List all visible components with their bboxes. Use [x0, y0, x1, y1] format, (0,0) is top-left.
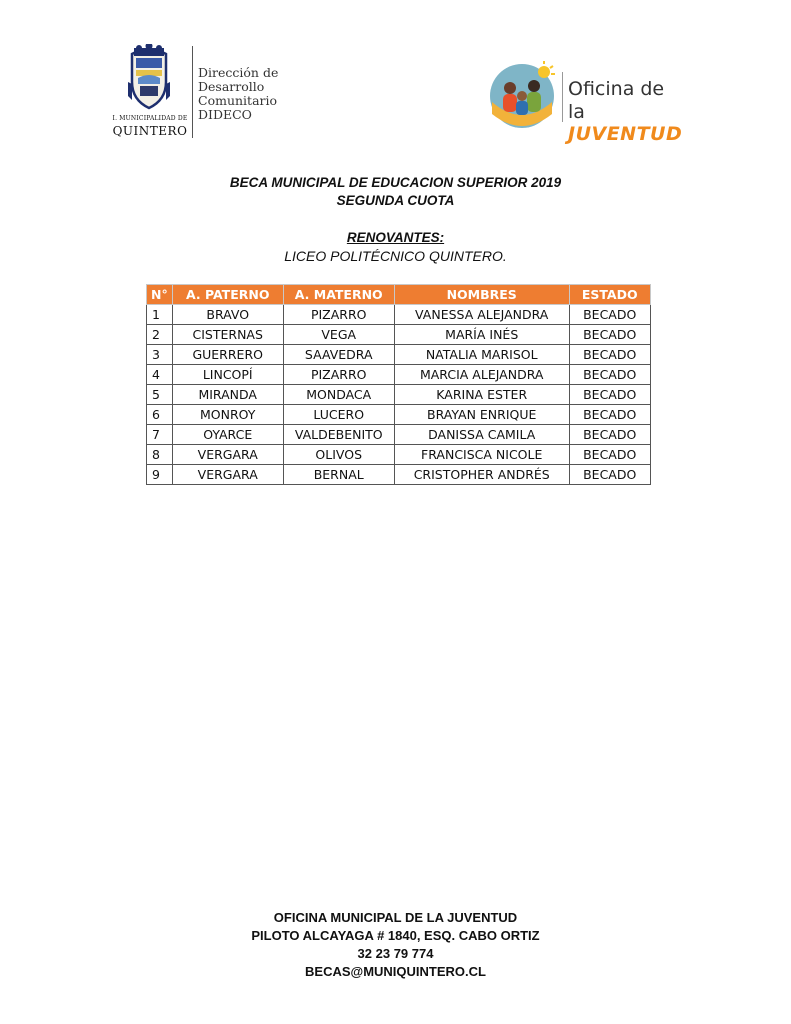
- footer-phone: 32 23 79 774: [357, 946, 434, 961]
- table-cell: OLIVOS: [283, 445, 394, 465]
- table-row: [147, 345, 651, 365]
- footer-address: PILOTO ALCAYAGA # 1840, ESQ. CABO ORTIZ: [251, 928, 540, 943]
- table-cell: 2: [147, 325, 173, 345]
- table-row: [147, 325, 651, 345]
- table-cell: BECADO: [569, 405, 650, 425]
- footer-contact: [0, 909, 791, 981]
- table-cell: BECADO: [569, 345, 650, 365]
- table-cell: GUERRERO: [172, 345, 283, 365]
- scholarship-table: [146, 284, 651, 485]
- document-title: BECA MUNICIPAL DE EDUCACION SUPERIOR 2019: [229, 175, 562, 190]
- table-cell: KARINA ESTER: [394, 385, 569, 405]
- youth-family-icon: [486, 58, 558, 130]
- table-cell: MONROY: [172, 405, 283, 425]
- table-cell: BECADO: [569, 365, 650, 385]
- table-cell: VERGARA: [172, 465, 283, 485]
- municipality-prefix: I. MUNICIPALIDAD DE: [112, 115, 188, 122]
- municipal-crest-icon: [124, 44, 174, 110]
- table-cell: CRISTOPHER ANDRÉS: [394, 465, 569, 485]
- table-cell: 5: [147, 385, 173, 405]
- table-cell: MARCIA ALEJANDRA: [394, 365, 569, 385]
- table-cell: 7: [147, 425, 173, 445]
- column-header: A. MATERNO: [283, 285, 394, 305]
- column-header: N°: [147, 285, 173, 305]
- municipality-name: QUINTERO: [112, 124, 188, 138]
- table-cell: 6: [147, 405, 173, 425]
- table-cell: 3: [147, 345, 173, 365]
- dideco-line: Desarrollo: [198, 79, 265, 94]
- table-cell: BECADO: [569, 465, 650, 485]
- youth-office-line2: [568, 101, 686, 145]
- column-header: NOMBRES: [394, 285, 569, 305]
- table-cell: 1: [147, 305, 173, 325]
- table-cell: FRANCISCA NICOLE: [394, 445, 569, 465]
- logo-divider: [192, 46, 193, 138]
- table-row: [147, 445, 651, 465]
- youth-office-line1: Oficina de: [568, 78, 665, 100]
- dideco-line: Comunitario: [198, 93, 278, 108]
- table-row: [147, 365, 651, 385]
- table-cell: VERGARA: [172, 445, 283, 465]
- table-cell: BECADO: [569, 305, 650, 325]
- table-cell: VANESSA ALEJANDRA: [394, 305, 569, 325]
- table-row: [147, 305, 651, 325]
- table-cell: VALDEBENITO: [283, 425, 394, 445]
- table-cell: OYARCE: [172, 425, 283, 445]
- table-cell: 9: [147, 465, 173, 485]
- table-cell: BRAVO: [172, 305, 283, 325]
- table-cell: VEGA: [283, 325, 394, 345]
- youth-office-logo: [486, 58, 686, 145]
- youth-office-highlight: JUVENTUD: [568, 123, 683, 145]
- table-row: [147, 465, 651, 485]
- table-row: [147, 425, 651, 445]
- table-cell: PIZARRO: [283, 365, 394, 385]
- table-cell: MARÍA INÉS: [394, 325, 569, 345]
- municipality-logo: [110, 44, 290, 144]
- table-cell: 8: [147, 445, 173, 465]
- dideco-line: DIDECO: [198, 107, 252, 122]
- table-cell: PIZARRO: [283, 305, 394, 325]
- table-cell: 4: [147, 365, 173, 385]
- section-heading: RENOVANTES:: [346, 230, 445, 245]
- table-cell: BECADO: [569, 385, 650, 405]
- document-subtitle: SEGUNDA CUOTA: [336, 193, 455, 208]
- table-cell: MONDACA: [283, 385, 394, 405]
- school-name: LICEO POLITÉCNICO QUINTERO.: [284, 248, 507, 264]
- dideco-label: [198, 66, 278, 122]
- table-cell: NATALIA MARISOL: [394, 345, 569, 365]
- table-row: [147, 385, 651, 405]
- table-row: [147, 405, 651, 425]
- table-cell: BRAYAN ENRIQUE: [394, 405, 569, 425]
- table-cell: SAAVEDRA: [283, 345, 394, 365]
- table-cell: BERNAL: [283, 465, 394, 485]
- dideco-line: Dirección de: [198, 65, 279, 80]
- table-cell: MIRANDA: [172, 385, 283, 405]
- youth-office-prefix: la: [568, 101, 585, 123]
- table-cell: DANISSA CAMILA: [394, 425, 569, 445]
- table-cell: BECADO: [569, 325, 650, 345]
- table-cell: CISTERNAS: [172, 325, 283, 345]
- table-cell: LUCERO: [283, 405, 394, 425]
- table-cell: BECADO: [569, 425, 650, 445]
- footer-email: BECAS@MUNIQUINTERO.CL: [305, 964, 486, 979]
- column-header: A. PATERNO: [172, 285, 283, 305]
- youth-logo-divider: [562, 72, 563, 122]
- table-cell: LINCOPÍ: [172, 365, 283, 385]
- table-cell: BECADO: [569, 445, 650, 465]
- table-header-row: [147, 285, 651, 305]
- column-header: ESTADO: [569, 285, 650, 305]
- footer-office: OFICINA MUNICIPAL DE LA JUVENTUD: [273, 910, 518, 925]
